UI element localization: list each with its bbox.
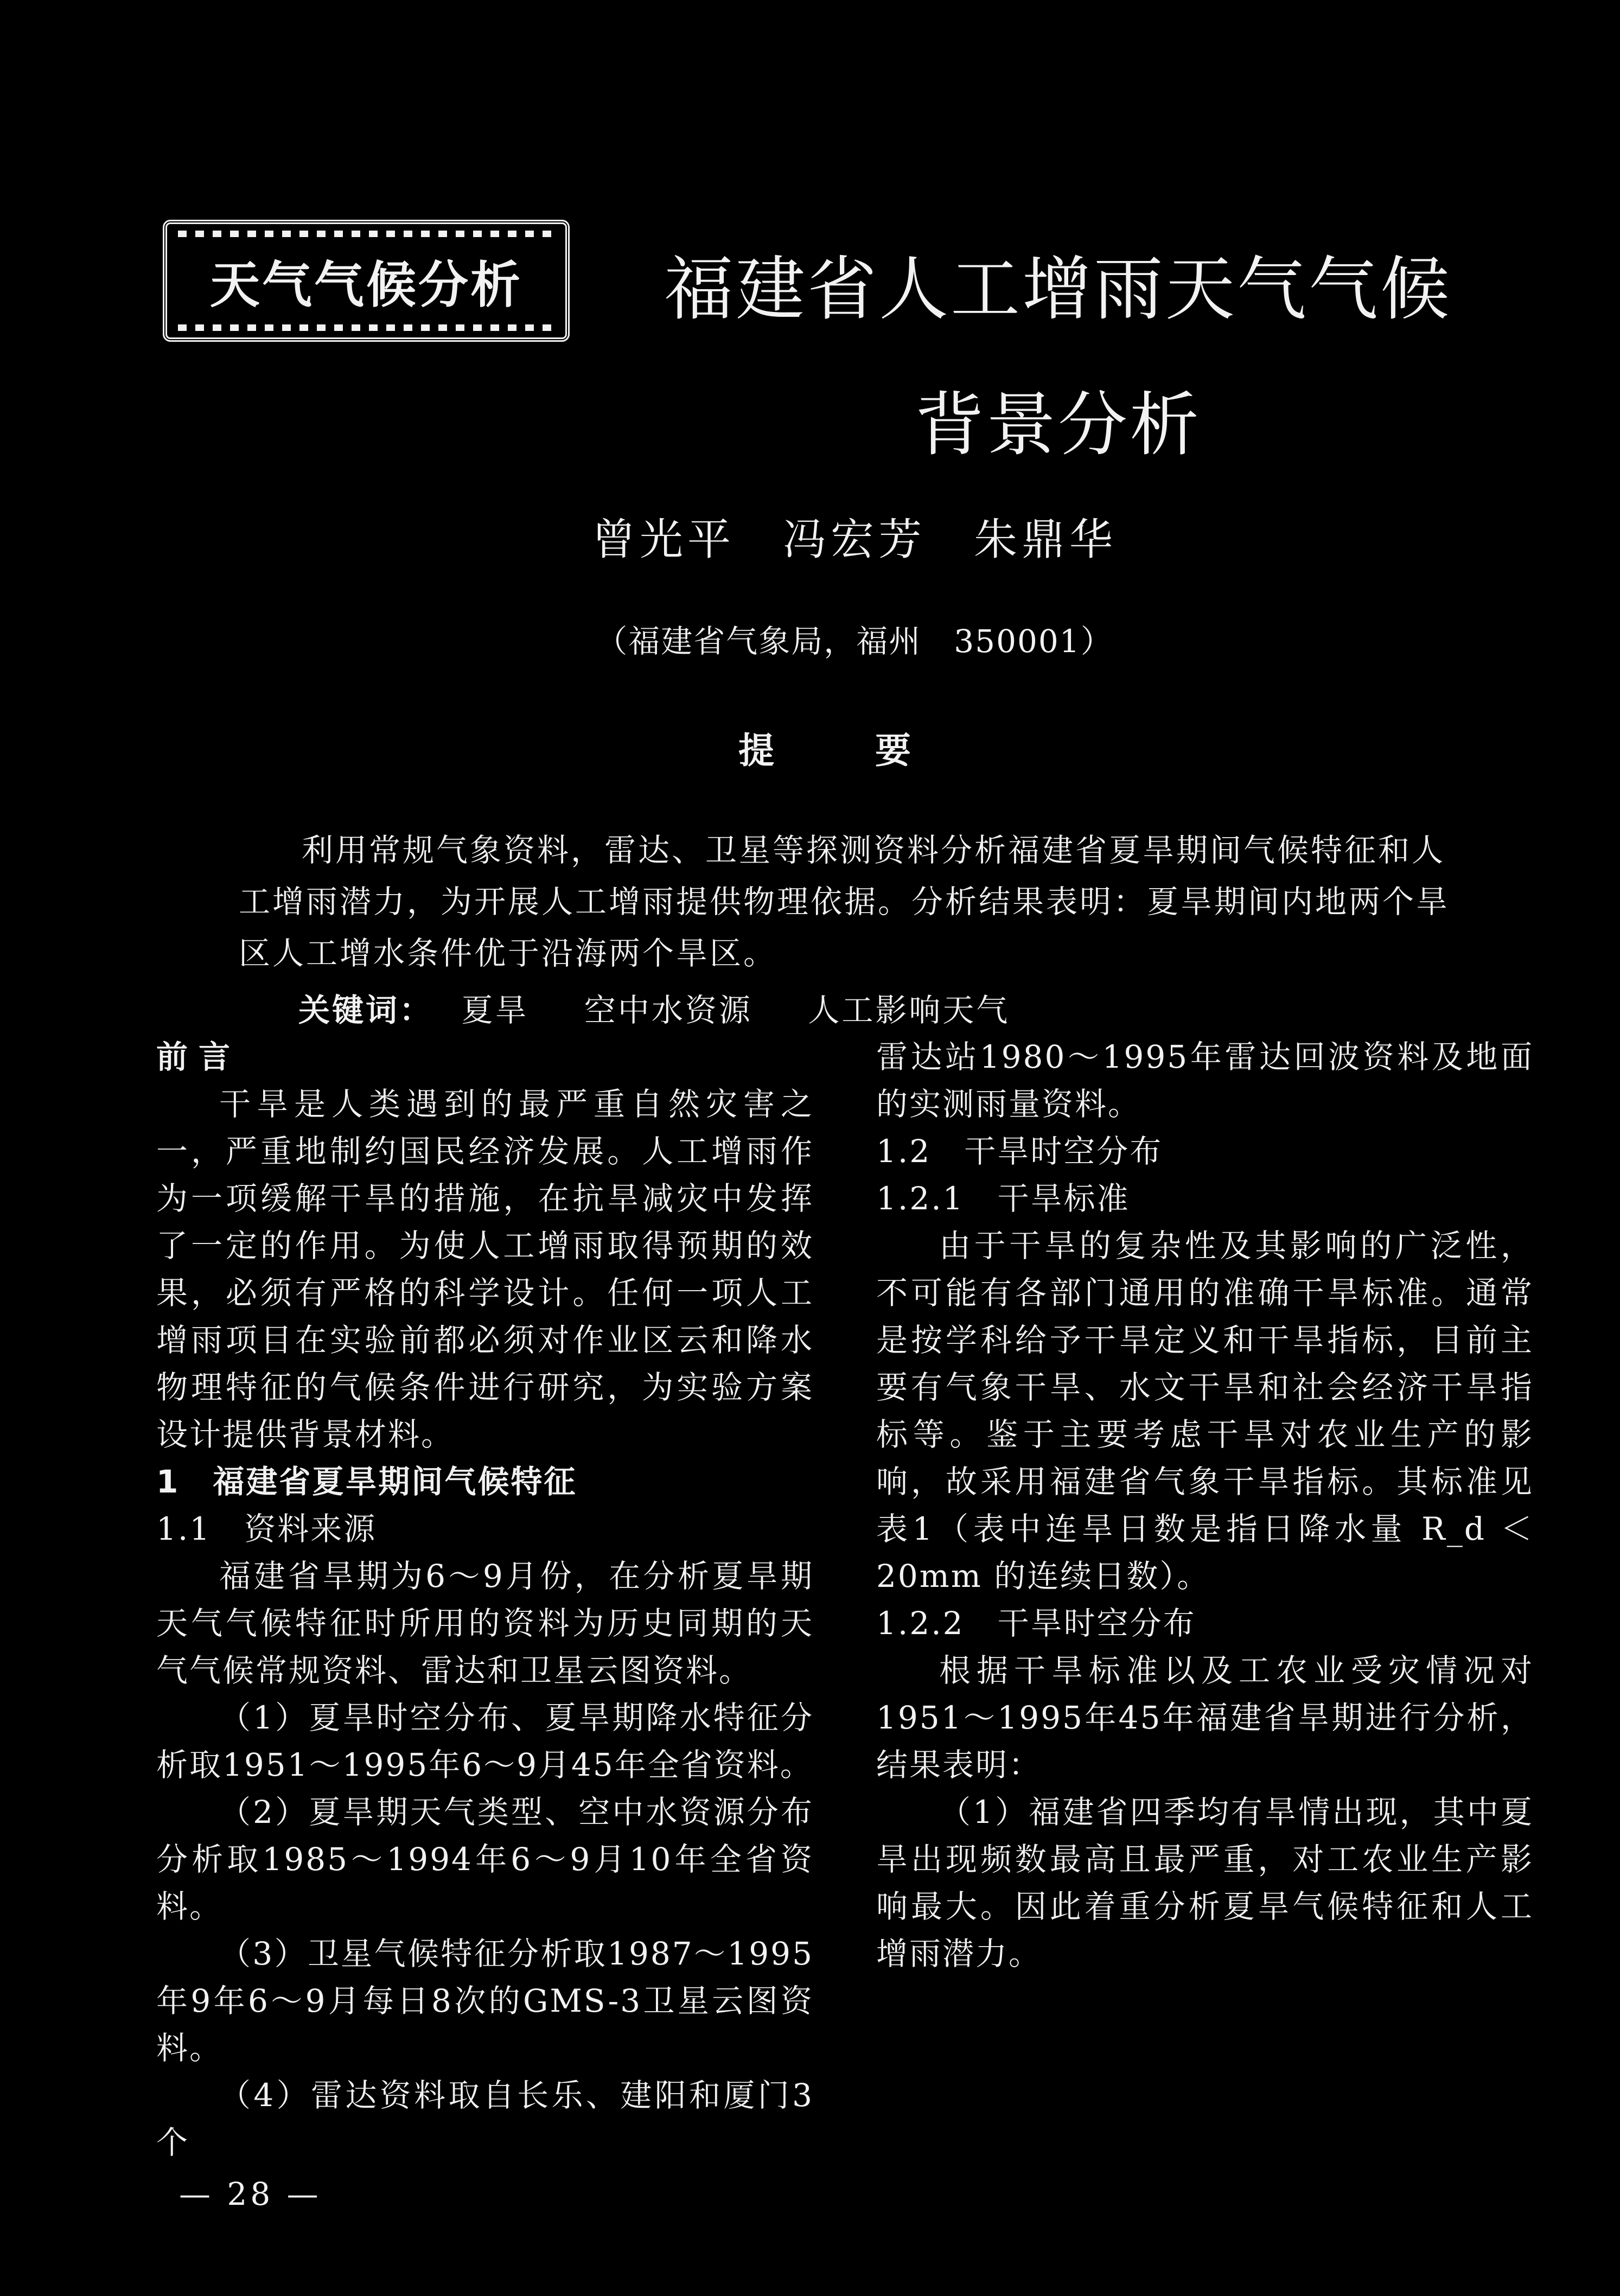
list-item-2: （2）夏旱期天气类型、空中水资源分布分析取1985～1994年6～9月10年全省资料。 [156, 1794, 814, 1925]
left-column [156, 1034, 814, 2166]
author-list: 曾光平 冯宏芳 朱鼎华 [592, 514, 1117, 565]
paragraph-1-1: 福建省旱期为6～9月份，在分析夏旱期天气气候特征时所用的资料为历史同期的天气气候常规资料、雷达和卫星云图资料。 [156, 1558, 814, 1689]
right-column [876, 1034, 1534, 1978]
keywords-label: 关键词： [298, 992, 433, 1029]
paragraph-1-2-2: 根据干旱标准以及工农业受灾情况对1951～1995年45年福建省旱期进行分析，结果表明： [876, 1652, 1534, 1783]
subsection-heading-1-2-2: 1.2.2 干旱时空分布 [876, 1605, 1196, 1642]
section-heading-1: 1 福建省夏旱期间气候特征 [156, 1463, 577, 1500]
abstract-heading: 提 要 [738, 730, 943, 771]
subsection-heading-1-1: 1.1 资料来源 [156, 1510, 377, 1547]
list-item-1: （1）夏旱时空分布、夏旱期降水特征分析取1951～1995年6～9月45年全省资料。 [156, 1699, 814, 1783]
list-item-3: （3）卫星气候特征分析取1987～1995年9年6～9月每日8次的GMS-3卫星云图资料。 [156, 1935, 814, 2067]
subsection-heading-1-2: 1.2 干旱时空分布 [876, 1133, 1163, 1170]
article-title-line-2: 背景分析 [914, 385, 1201, 465]
keywords-line [298, 985, 1053, 1030]
paragraph-1-2-1: 由于干旱的复杂性及其影响的广泛性，不可能有各部门通用的准确干旱标准。通常是按学科给予干旱定义和干旱指标，目前主要有气象干旱、水文干旱和社会经济干旱指标等。鉴于主要考虑干旱对农业生产的影响，故采用福建省气象干旱指标。其标准见表1（表中连旱日数是指日降水量 R_d ＜20mm 的连续日数）。 [876, 1227, 1534, 1595]
keyword: 夏旱 [461, 992, 529, 1029]
section-heading-preface: 前言 [156, 1038, 241, 1075]
column-tag-label: 天气气候分析 [209, 256, 522, 314]
affiliation: （福建省气象局，福州 350001） [596, 623, 1113, 660]
paragraph-preface: 干旱是人类遇到的最严重自然灾害之一，严重地制约国民经济发展。人工增雨作为一项缓解干旱的措施，在抗旱减灾中发挥了一定的作用。为使人工增雨取得预期的效果，必须有严格的科学设计。任何一项人工增雨项目在实验前都必须对作业区云和降水物理特征的气候条件进行研究，为实验方案设计提供背景材料。 [156, 1086, 814, 1453]
article-title-line-1: 福建省人工增雨天气气候 [664, 249, 1452, 330]
keyword: 空中水资源 [584, 992, 752, 1029]
column-tag [163, 220, 570, 342]
subsection-heading-1-2-1: 1.2.1 干旱标准 [876, 1180, 1130, 1217]
page-number: — 28 — [179, 2176, 322, 2212]
list-item-4-continued: 雷达站1980～1995年雷达回波资料及地面的实测雨量资料。 [876, 1038, 1534, 1123]
paragraph-1-2-2-item-1: （1）福建省四季均有旱情出现，其中夏旱出现频数最高且最严重，对工农业生产影响最大。因此着重分析夏旱气候特征和人工增雨潜力。 [876, 1794, 1534, 1972]
list-item-4: （4）雷达资料取自长乐、建阳和厦门3个 [156, 2077, 814, 2161]
abstract-text: 利用常规气象资料，雷达、卫星等探测资料分析福建省夏旱期间气候特征和人工增雨潜力，为开展人工增雨提供物理依据。分析结果表明：夏旱期间内地两个旱区人工增水条件优于沿海两个旱区。 [239, 832, 1450, 972]
keyword: 人工影响天气 [808, 992, 1010, 1029]
